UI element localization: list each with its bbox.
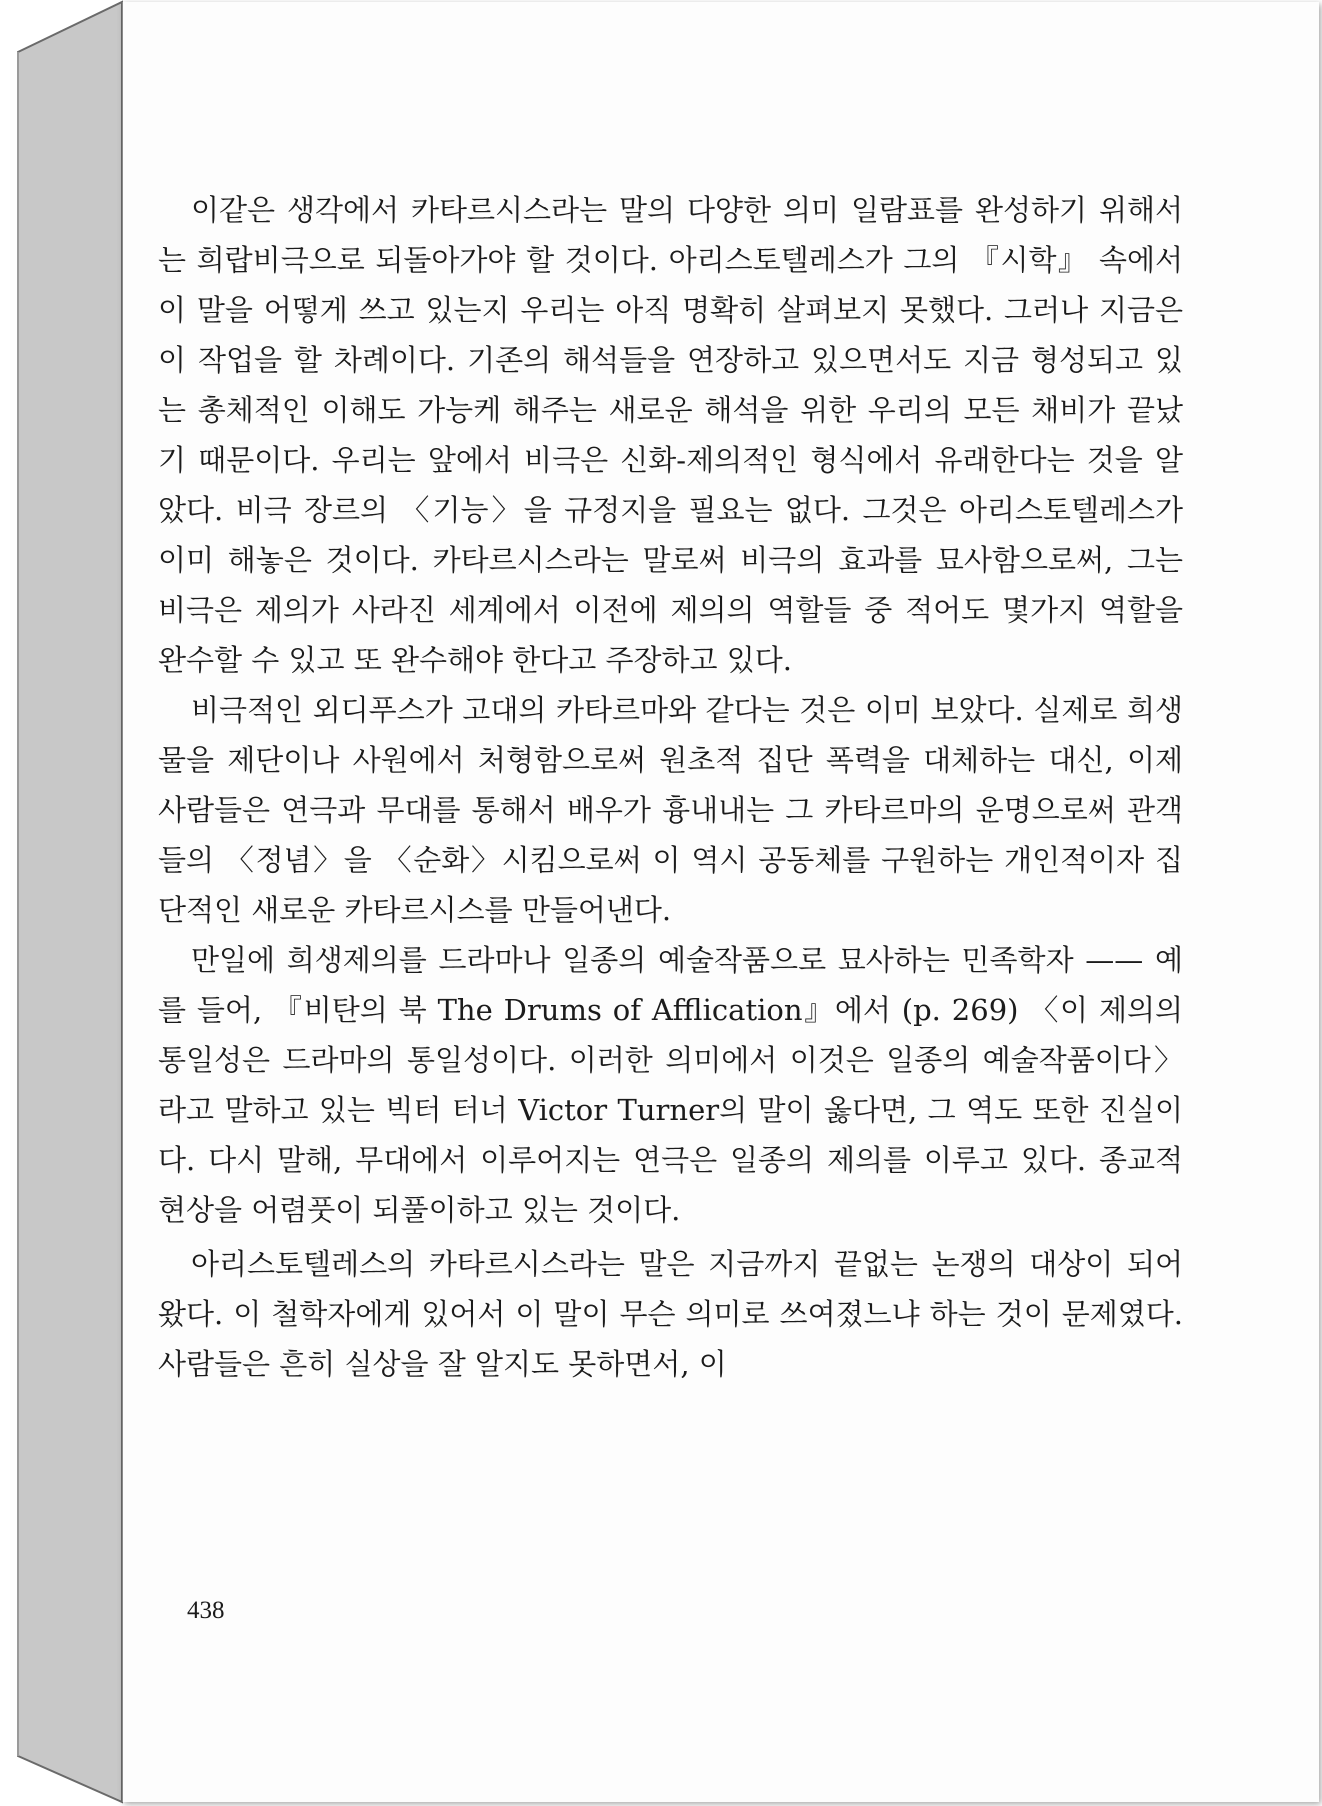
- paragraph-2: 비극적인 외디푸스가 고대의 카타르마와 같다는 것은 이미 보았다. 실제로 희생물을 제단이나 사원에서 처형함으로써 원초적 집단 폭력을 대체하는 대신, 이제 사람들은 연극과 무대를 통해서 배우가 흉내내는 그 카타르마의 운명으로써 관객들의 〈정념〉을 〈순화〉시킴으로써 이 역시 공동체를 구원하는 개인적이자 집단적인 새로운 카타르시스를 만들어낸다.: [158, 693, 1183, 927]
- book-spine-edge: [0, 0, 130, 1806]
- paragraph-4: 아리스토텔레스의 카타르시스라는 말은 지금까지 끝없는 논쟁의 대상이 되어 왔다. 이 철학자에게 있어서 이 말이 무슨 의미로 쓰여졌느냐 하는 것이 문제였다. 사람들은 흔히 실상을 잘 알지도 못하면서, 이: [158, 1247, 1183, 1381]
- body-text: [158, 185, 1183, 1389]
- page-number: 438: [187, 1597, 225, 1624]
- paragraph-1: 이같은 생각에서 카타르시스라는 말의 다양한 의미 일람표를 완성하기 위해서는 희랍비극으로 되돌아가야 할 것이다. 아리스토텔레스가 그의 『시학』 속에서 이 말을 어떻게 쓰고 있는지 우리는 아직 명확히 살펴보지 못했다. 그러나 지금은 이 작업을 할 차례이다. 기존의 해석들을 연장하고 있으면서도 지금 형성되고 있는 총체적인 이해도 가능케 해주는 새로운 해석을 위한 우리의 모든 채비가 끝났기 때문이다. 우리는 앞에서 비극은 신화-제의적인 형식에서 유래한다는 것을 알았다. 비극 장르의 〈기능〉을 규정지을 필요는 없다. 그것은 아리스토텔레스가 이미 해놓은 것이다. 카타르시스라는 말로써 비극의 효과를 묘사함으로써, 그는 비극은 제의가 사라진 세계에서 이전에 제의의 역할들 중 적어도 몇가지 역할을 완수할 수 있고 또 완수해야 한다고 주장하고 있다.: [158, 193, 1183, 677]
- paragraph-3: 만일에 희생제의를 드라마나 일종의 예술작품으로 묘사하는 민족학자 —— 예를 들어, 『비탄의 북 The Drums of Afflication』에서 (p. 269) 〈이 제의의 통일성은 드라마의 통일성이다. 이러한 의미에서 이것은 일종의 예술작품이다〉라고 말하고 있는 빅터 터너 Victor Turner의 말이 옳다면, 그 역도 또한 진실이다. 다시 말해, 무대에서 이루어지는 연극은 일종의 제의를 이루고 있다. 종교적 현상을 어렴풋이 되풀이하고 있는 것이다.: [158, 943, 1183, 1227]
